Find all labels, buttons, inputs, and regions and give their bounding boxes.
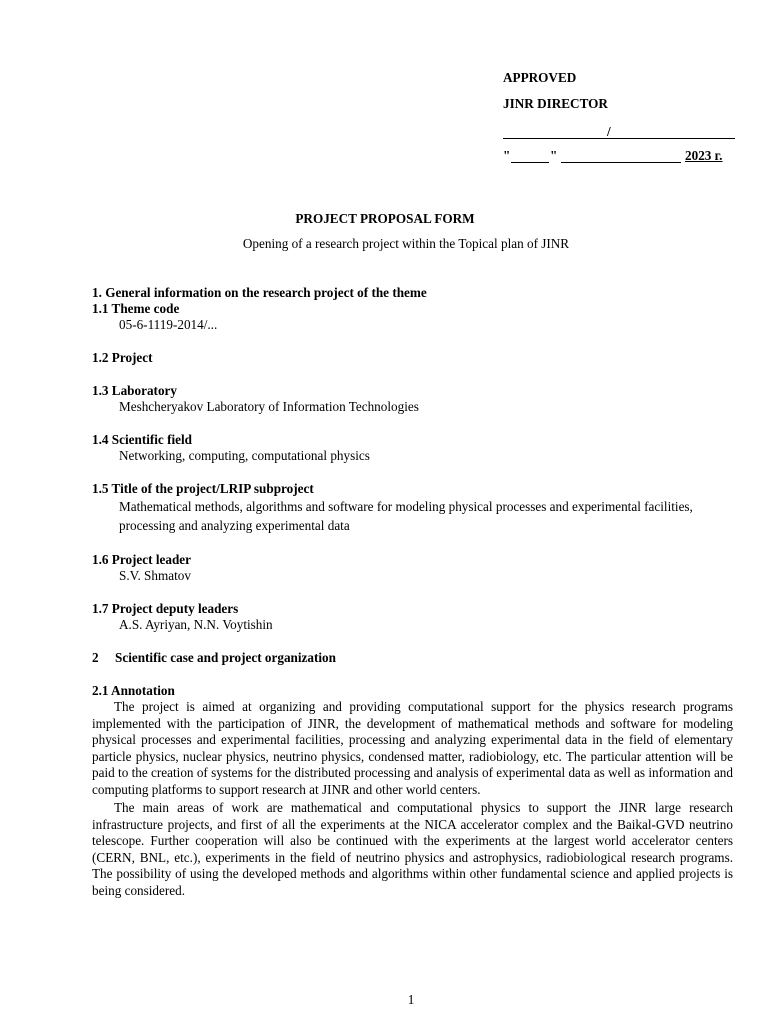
- approval-date: [503, 148, 735, 170]
- project-leader-value: S.V. Shmatov: [119, 568, 191, 583]
- project-leader-label: 1.6 Project leader: [92, 552, 191, 567]
- laboratory-label: 1.3 Laboratory: [92, 383, 177, 398]
- approved-label: APPROVED: [503, 70, 577, 85]
- signature-underline: [503, 138, 735, 139]
- annotation-paragraph-2: The main areas of work are mathematical and computational physics to support the JINR large research infrastructure projects, and first of all the experiments at the NICA accelerator complex and the Baikal-GVD neutrino telescope. Further cooperation will also be continued with the experiments at the largest world accelerator centers (CERN, BNL, etc.), experiments in the field of neutrino physics and astrophysics, radiobiological research programs. The possibility of using the developed methods and algorithms within other fundamental science and applied projects is being considered.: [92, 800, 733, 898]
- deputy-leaders-label: 1.7 Project deputy leaders: [92, 601, 239, 616]
- project-title-value: Mathematical methods, algorithms and software for modeling physical processes and experimental facilities, processing and analyzing experimental data: [119, 499, 693, 533]
- deputy-leaders-value: A.S. Ayriyan, N.N. Voytishin: [119, 617, 273, 632]
- signature-slash: /: [607, 124, 611, 139]
- director-label: JINR DIRECTOR: [503, 96, 608, 111]
- laboratory-value: Meshcheryakov Laboratory of Information Technologies: [119, 399, 419, 414]
- theme-code-value: 05-6-1119-2014/...: [119, 317, 218, 332]
- form-title: PROJECT PROPOSAL FORM: [295, 211, 475, 226]
- signature-line: [503, 122, 735, 148]
- date-month-blank: [561, 162, 681, 163]
- project-title-label: 1.5 Title of the project/LRIP subproject: [92, 481, 314, 496]
- section2-heading: [92, 650, 733, 666]
- section2-title: Scientific case and project organization: [115, 650, 336, 665]
- date-quote-open: ": [503, 148, 511, 163]
- approval-block: [503, 70, 735, 170]
- page-number: 1: [407, 992, 415, 1007]
- date-quote-close: ": [550, 148, 558, 163]
- document-body: [92, 285, 733, 899]
- theme-code-label: 1.1 Theme code: [92, 301, 180, 316]
- section2-number: 2: [92, 650, 99, 665]
- annotation-label: 2.1 Annotation: [92, 683, 175, 698]
- form-subtitle: Opening of a research project within the Topical plan of JINR: [242, 236, 570, 251]
- project-label: 1.2 Project: [92, 350, 153, 365]
- scientific-field-value: Networking, computing, computational physics: [119, 448, 370, 463]
- annotation-paragraph-1: The project is aimed at organizing and providing computational support for the physics research programs implemented with the participation of JINR, the development of mathematical methods and software for modeling physical processes and experimental facilities, processing and analyzing experimental data in the field of elementary particle physics, nuclear physics, neutrino physics, condensed matter, radiobiology, etc. The particular attention will be paid to the creation of systems for the distributed processing and analysis of experimental data as well as information and computing platforms to support research at JINR and other world centers.: [92, 699, 733, 797]
- scientific-field-label: 1.4 Scientific field: [92, 432, 192, 447]
- section1-heading: 1. General information on the research project of the theme: [92, 285, 427, 300]
- date-year: 2023 г.: [685, 148, 723, 163]
- date-day-blank: [511, 162, 549, 163]
